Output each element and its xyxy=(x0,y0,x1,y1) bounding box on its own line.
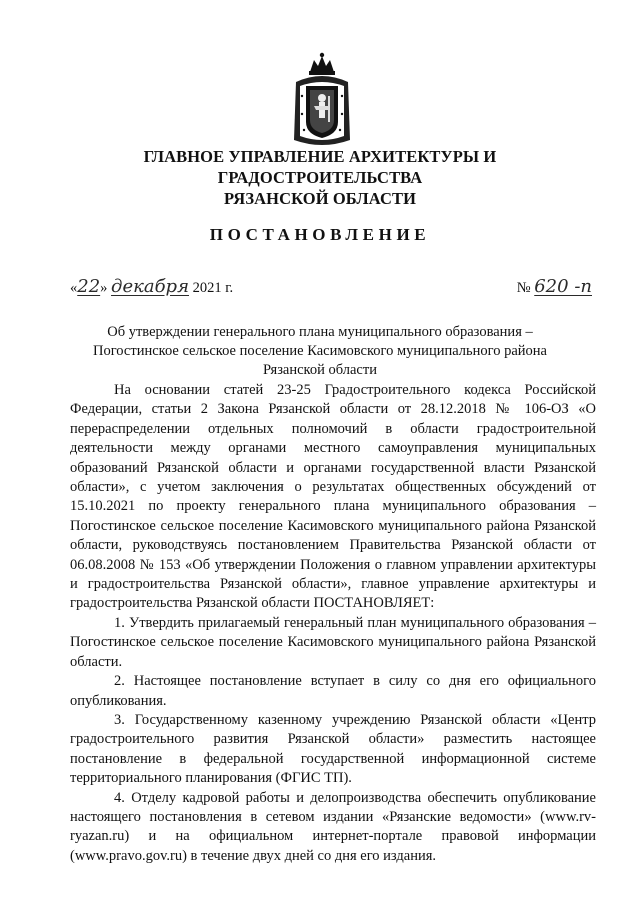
clause-3: 3. Государственному казенному учреждению Рязанской области «Центр градостроительного развития Рязанской области» разместить настоящее постановление в федеральной государственной информационной системе территориального планирования (ФГИС ТП). xyxy=(70,711,596,787)
number-label: № xyxy=(516,280,531,296)
document-subject: Об утверждении генерального плана муниципального образования – Погостинское сельское поселение Касимовского муниципального района Рязанской области xyxy=(93,324,547,378)
clause-1: 1. Утвердить прилагаемый генеральный план муниципального образования – Погостинское сельское поселение Касимовского муниципального района Рязанской области. xyxy=(70,614,596,670)
date-day-handwritten: 22 xyxy=(77,276,101,297)
agency-name-line2: РЯЗАНСКОЙ ОБЛАСТИ xyxy=(223,189,417,208)
date-close-quote: » xyxy=(100,280,108,296)
clause-2: 2. Настоящее постановление вступает в силу со дня его официального опубликования. xyxy=(70,673,596,709)
document-date xyxy=(70,276,233,297)
document-type-title: ПОСТАНОВЛЕНИЕ xyxy=(209,225,431,244)
agency-name-line1: ГЛАВНОЕ УПРАВЛЕНИЕ АРХИТЕКТУРЫ И ГРАДОСТРОИТЕЛЬСТВА xyxy=(143,147,497,187)
date-year: 2021 г. xyxy=(192,280,234,296)
preamble-paragraph: На основании статей 23-25 Градостроительного кодекса Российской Федерации, статьи 2 Закона Рязанской области от 28.12.2018 № 106-ОЗ «О перераспределении отдельных полномочий в области градостроительной деятельности между органами местного самоуправления муниципальных образований Рязанской области и органами государственной власти Рязанской области», с учетом заключения о результатах общественных обсуждений от 15.10.2021 по проекту генерального плана муниципального образования – Погостинское сельское поселение Касимовского муниципального района Рязанской области, руководствуясь постановлением Правительства Рязанской области от 06.08.2008 № 153 «Об утверждении Положения о главном управлении архитектуры и градостроительства Рязанской области», главное управление архитектуры и градостроительства Рязанской области ПОСТАНОВЛЯЕТ: xyxy=(70,382,596,612)
date-month-handwritten: декабря xyxy=(111,276,189,297)
document-body xyxy=(70,381,596,866)
date-open-quote: « xyxy=(70,280,78,296)
number-value-handwritten: 620 -п xyxy=(534,276,592,297)
coat-of-arms-emblem xyxy=(288,52,356,150)
clause-4: 4. Отделу кадровой работы и делопроизводства обеспечить опубликование настоящего постановления в сетевом издании «Рязанские ведомости» (www.rv-ryazan.ru) и на официальном интернет-портале правовой информации (www.pravo.gov.ru) в течение двух дней со дня его издания. xyxy=(70,789,596,864)
document-number xyxy=(517,276,592,297)
agency-name xyxy=(40,146,600,209)
